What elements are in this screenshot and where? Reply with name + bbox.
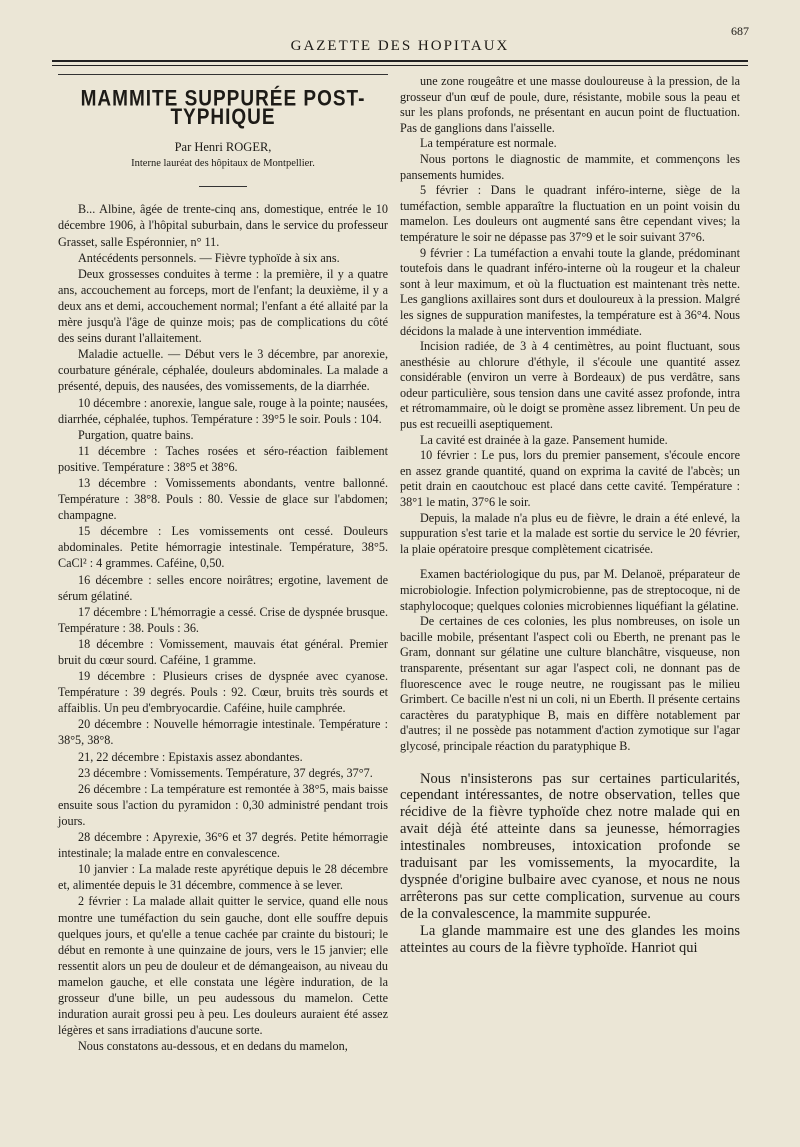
- title-rule: [58, 74, 388, 75]
- paragraph: 18 décembre : Vomissement, mauvais état général. Premier bruit du cœur sourd. Caféine, 1 gramme.: [58, 636, 388, 667]
- paragraph: Deux grossesses conduites à terme : la première, il y a quatre ans, accouchement au forceps, mort de l'enfant; la deuxième, il y a deux ans et demi, accouchement normal; l'enfant a été allaité par la mère jusqu'à l'âge de quinze mois; pas de complications du côté des seins durant l'allaitement.: [58, 266, 388, 346]
- right-paragraphs: [400, 74, 740, 755]
- paragraph: 5 février : Dans le quadrant inféro-interne, siège de la tuméfaction, semble apparaître la fluctuation en un point voisin du mamelon. Les douleurs ont augmenté sans être cependant vives; la température le soir ne dépasse pas 37°9 et le soir suivant 37°6.: [400, 183, 740, 244]
- paragraph: Depuis, la malade n'a plus eu de fièvre, le drain a été enlevé, la suppuration s'est tarie et la malade est sortie du service le 20 février, la plaie opératoire presque complètement cicatrisée.: [400, 510, 740, 556]
- author-affiliation: Interne lauréat des hôpitaux de Montpellier.: [131, 158, 315, 170]
- paragraph: 13 décembre : Vomissements abondants, ventre ballonné. Température : 38°8. Pouls : 80. Vessie de glace sur l'abdomen; champagne.: [58, 475, 388, 523]
- header-rule-thin: [52, 65, 748, 66]
- short-rule: [199, 186, 247, 187]
- paragraph: Nous portons le diagnostic de mammite, et commençons les pansements humides.: [400, 151, 740, 182]
- paragraph: 21, 22 décembre : Epistaxis assez abondantes.: [78, 749, 303, 764]
- paragraph: Nous n'insisterons pas sur certaines particularités, cependant intéressantes, de notre observation, telles que récidive de la fièvre typhoïde chez notre malade qui en avait déjà été atteinte dans sa jeunesse, hémorragies intestinales nombreuses, intoxication profonde se traduisant par les vomissements, la myocardite, la dyspnée d'origine bulbaire avec cyanose, et nous ne nous arrêterons pas sur cette complication, survenue au cours de la convalescence, la mammite suppurée.: [400, 770, 740, 922]
- right-column: [400, 74, 740, 957]
- discussion-section: [400, 771, 740, 957]
- paragraph: Antécédents personnels. — Fièvre typhoïde à six ans.: [78, 250, 340, 265]
- article-title: MAMMITE SUPPURÉE POST-TYPHIQUE: [80, 87, 366, 130]
- page-number: 687: [731, 24, 749, 38]
- paragraph: 16 décembre : selles encore noirâtres; ergotine, lavement de sérum gélatiné.: [58, 572, 388, 603]
- paragraph: 28 décembre : Apyrexie, 36°6 et 37 degrés. Petite hémorragie intestinale; la malade entre en convalescence.: [58, 830, 388, 861]
- paragraph: Nous constatons au-dessous, et en dedans du mamelon,: [78, 1039, 348, 1054]
- paragraph: 19 décembre : Plusieurs crises de dyspnée avec cyanose. Température : 39 degrés. Pouls : 92. Cœur, bruits très sourds et affaiblis. Un peu d'embryocardie. Caféine, huile camphrée.: [58, 669, 388, 716]
- paragraph: La température est normale.: [420, 136, 557, 151]
- paragraph: Incision radiée, de 3 à 4 centimètres, au point fluctuant, sous anesthésie au chlorure d'éthyle, il s'écoule une quantité assez considérable (environ un verre à Bordeaux) de pus verdâtre, sans odeur particulière, sous tension dans une cavité assez profonde, intra et rétromammaire, où le doigt se promène assez librement. Un peu de pus est recueilli aseptiquement.: [400, 339, 740, 432]
- paragraph: 23 décembre : Vomissements. Température, 37 degrés, 37°7.: [78, 765, 373, 780]
- paragraph: Maladie actuelle. — Début vers le 3 décembre, par anorexie, courbature générale, céphalée, douleurs abdominales. La malade a présenté, depuis, des nausées, des vomissements, de la diarrhée.: [58, 347, 388, 394]
- paragraph: 9 février : La tuméfaction a envahi toute la glande, prédominant toutefois dans le quadrant inféro-interne où la rougeur et la chaleur sont à leur maximum, et où la fluctuation est maintenant très nette. Les ganglions axillaires sont durs et douloureux à la pression. Malgré les signes de suppuration manifestes, la température est à 36°4. Nous décidons la malade à une intervention immédiate.: [400, 245, 740, 338]
- paragraph: 11 décembre : Taches rosées et séro-réaction faiblement positive. Température : 38°5 et 38°6.: [58, 443, 388, 474]
- paragraph: 26 décembre : La température est remontée à 38°5, mais baisse ensuite sous l'action du pyramidon : 0,30 administré pendant trois jours.: [58, 781, 388, 828]
- paragraph: 2 février : La malade allait quitter le service, quand elle nous montre une tuméfaction du sein gauche, dont elle souffre depuis quelques jours, et qu'elle a tenue cachée par crainte du bistouri; le début en remonte à une quinzaine de jours, vers le 15 janvier; elle ressentit alors un peu de douleur et de démangeaison, au niveau du mamelon gauche, et elle constata une légère induration, de la grosseur d'une bille, un peu audessous du mamelon. Cette induration aurait grossi peu à peu. Les douleurs auraient été assez légères et sans irradiations d'aucune sorte.: [58, 894, 388, 1038]
- paragraph: 15 décembre : Les vomissements ont cessé. Douleurs abdominales. Petite hémorragie intestinale. Température, 38°5. CaCl² : 4 grammes. Caféine, 0,50.: [58, 524, 388, 571]
- paragraph: Examen bactériologique du pus, par M. Delanoë, préparateur de microbiologie. Infection polymicrobienne, pas de streptocoque, ni de staphylocoque; quelques colonies microbiennes liquéfiant la gélatine.: [400, 567, 740, 613]
- paragraph: B... Albine, âgée de trente-cinq ans, domestique, entrée le 10 décembre 1906, à l'hôpital suburbain, dans le service du professeur Grasset, salle Espéronnier, n° 11.: [58, 202, 388, 249]
- left-column: [58, 74, 388, 1054]
- paragraph: 10 février : Le pus, lors du premier pansement, s'écoule encore en assez grande quantité, quand on exprima la cavité de l'abcès; un petit drain en caoutchouc est placé dans cette cavité. Température : 38°1 le matin, 37°6 le soir.: [400, 448, 740, 510]
- paragraph: La glande mammaire est une des glandes les moins atteintes au cours de la fièvre typhoïde. Hanriot qui: [400, 922, 740, 956]
- paragraph: De certaines de ces colonies, les plus nombreuses, on isole un bacille mobile, présentant l'aspect coli ou Eberth, ne prenant pas le Gram, donnant sur gélatine une culture blanchâtre, visqueuse, non transparente, présentant sur agar l'aspect coli, ne donnant pas de fluorescence avec le rouge neutre, ne rougissant pas le milieu Grimbert. Ce bacille n'est ni un coli, ni un Eberth. Il présente certains caractères du paratyphique B, mais en diffère notablement par d'autres; il ne possède pas notamment d'action zymotique sur l'agar glycosé, principale réaction du paratyphique B.: [400, 614, 740, 753]
- paragraph: 10 janvier : La malade reste apyrétique depuis le 28 décembre et, alimentée depuis le 31 décembre, commence à se lever.: [58, 862, 388, 893]
- running-title: GAZETTE DES HOPITAUX: [290, 38, 510, 54]
- paragraph: Purgation, quatre bains.: [78, 427, 194, 442]
- paragraph: une zone rougeâtre et une masse douloureuse à la pression, de la grosseur d'un œuf de poule, dure, résistante, mobile sous la peau et sur les plans profonds, ne présentant en aucun point de fluctuation. Pas de ganglions dans l'aisselle.: [400, 74, 740, 135]
- paragraph: 20 décembre : Nouvelle hémorragie intestinale. Température : 38°5, 38°8.: [58, 717, 388, 748]
- paragraph: 17 décembre : L'hémorragie a cessé. Crise de dyspnée brusque. Température : 38. Pouls : 36.: [58, 604, 388, 635]
- header-rule: [52, 60, 748, 62]
- article-author: Par Henri ROGER,: [174, 140, 272, 155]
- paragraph: La cavité est drainée à la gaze. Pansement humide.: [420, 432, 668, 447]
- left-paragraphs: [58, 201, 388, 1054]
- paragraph: 10 décembre : anorexie, langue sale, rouge à la pointe; nausées, diarrhée, céphalée, tuphos. Température : 39°5 le soir. Pouls : 104.: [58, 395, 388, 426]
